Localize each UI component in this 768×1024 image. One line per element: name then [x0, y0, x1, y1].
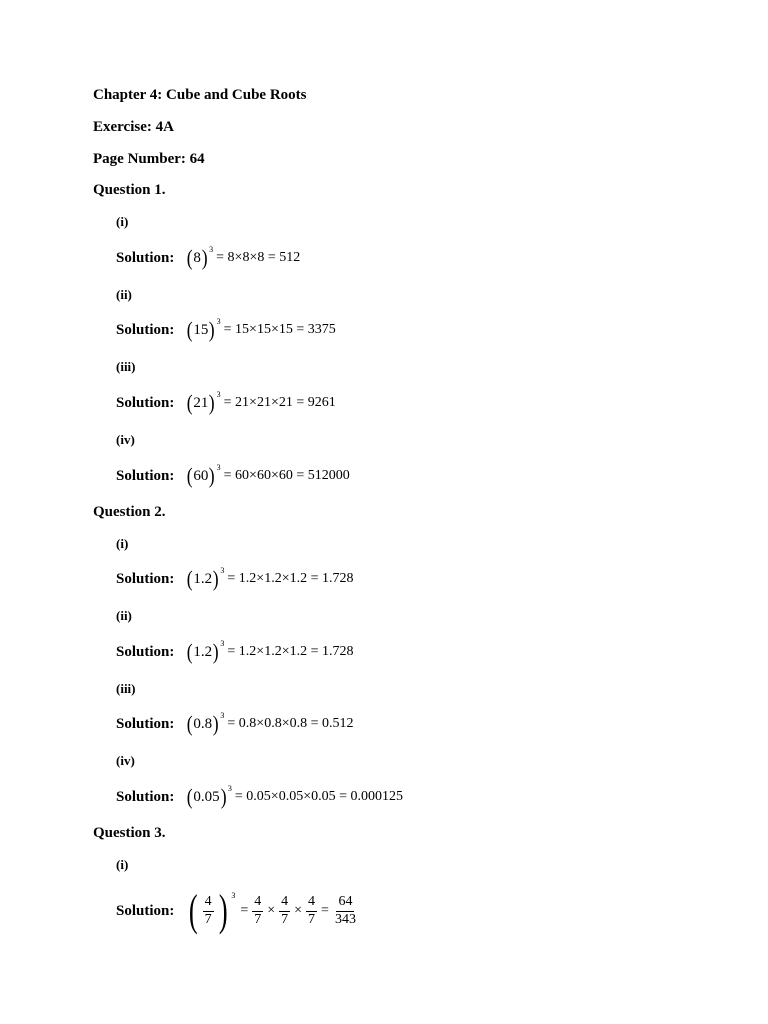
exponent: 3: [231, 890, 236, 900]
solution-label: Solution:: [116, 394, 175, 411]
cube-base: 0.8: [193, 715, 213, 732]
base-fraction: $\frac{4}{7}$: [204, 894, 212, 927]
solution-math: ( 0.05 ) 3 = 0.05×0.05×0.05 = 0.000125: [186, 783, 403, 809]
page-number: Page Number: 64: [93, 151, 205, 167]
exponent: 3: [220, 638, 225, 648]
q1-part-iii-label: (iii): [116, 359, 136, 374]
q2-part-i-solution: [116, 567, 354, 591]
times-sign: ×: [267, 903, 276, 918]
cube-base: 8: [193, 249, 201, 266]
exponent: 3: [216, 389, 221, 399]
q2-part-iv-solution: [116, 785, 403, 809]
q2-part-i-label: (i): [116, 536, 129, 551]
cube-base: 15: [193, 321, 209, 338]
expansion: = 15×15×15 = 3375: [223, 322, 336, 337]
exponent: 3: [227, 783, 232, 793]
solution-math: ( 1.2 ) 3 = 1.2×1.2×1.2 = 1.728: [186, 565, 354, 591]
solution-label: Solution:: [116, 715, 175, 732]
solution-label: Solution:: [116, 902, 175, 919]
expansion: = 8×8×8 = 512: [216, 250, 301, 265]
expansion: = 1.2×1.2×1.2 = 1.728: [227, 571, 354, 586]
equals-sign: =: [240, 903, 249, 918]
exercise-title: Exercise: 4A: [93, 119, 174, 135]
question-2-title: Question 2.: [93, 504, 166, 520]
q2-part-ii-label: (ii): [116, 608, 132, 623]
q1-part-ii-label: (ii): [116, 287, 132, 302]
expansion: = 1.2×1.2×1.2 = 1.728: [227, 644, 354, 659]
solution-math: ( 21 ) 3 = 21×21×21 = 9261: [186, 389, 336, 415]
expansion: = 0.8×0.8×0.8 = 0.512: [227, 716, 354, 731]
q1-part-ii-solution: [116, 318, 336, 342]
cube-base: 0.05: [193, 788, 220, 805]
cube-base: 21: [193, 394, 209, 411]
exponent: 3: [220, 710, 225, 720]
q2-part-ii-solution: [116, 640, 354, 664]
solution-math: ( 1.2 ) 3 = 1.2×1.2×1.2 = 1.728: [186, 638, 354, 664]
expansion: = 0.05×0.05×0.05 = 0.000125: [234, 789, 403, 804]
exponent: 3: [220, 565, 225, 575]
q1-part-i-label: (i): [116, 214, 129, 229]
expansion: = 21×21×21 = 9261: [223, 395, 336, 410]
q2-part-iii-label: (iii): [116, 681, 136, 696]
times-sign: ×: [294, 903, 303, 918]
q3-part-i-label: (i): [116, 857, 129, 872]
factor-fraction-1: $\frac{4}{7}$: [254, 894, 262, 927]
cube-base: 1.2: [193, 570, 213, 587]
cube-base: 1.2: [193, 643, 213, 660]
solution-label: Solution:: [116, 321, 175, 338]
exponent: 3: [216, 462, 221, 472]
q1-part-iv-solution: [116, 464, 350, 488]
solution-math: ( 15 ) 3 = 15×15×15 = 3375: [186, 316, 336, 342]
solution-label: Solution:: [116, 643, 175, 660]
factor-fraction-2: $\frac{4}{7}$: [281, 894, 289, 927]
chapter-title: Chapter 4: Cube and Cube Roots: [93, 87, 307, 103]
q2-part-iv-label: (iv): [116, 753, 135, 768]
factor-fraction-3: $\frac{4}{7}$: [308, 894, 316, 927]
q1-part-i-solution: [116, 246, 300, 270]
solution-label: Solution:: [116, 788, 175, 805]
question-3-title: Question 3.: [93, 825, 166, 841]
solution-math: ( 0.8 ) 3 = 0.8×0.8×0.8 = 0.512: [186, 710, 354, 736]
solution-math: ( 60 ) 3 = 60×60×60 = 512000: [186, 462, 350, 488]
q1-part-iii-solution: [116, 391, 336, 415]
cube-base: 60: [193, 467, 209, 484]
exponent: 3: [216, 316, 221, 326]
q1-part-iv-label: (iv): [116, 432, 135, 447]
solution-math: ( 8 ) 3 = 8×8×8 = 512: [186, 244, 301, 270]
question-1-title: Question 1.: [93, 182, 166, 198]
q2-part-iii-solution: [116, 712, 354, 736]
solution-label: Solution:: [116, 467, 175, 484]
solution-math: ( $\frac{4}{7}$ ) 3 = $\frac{4}{7}$ × $\frac{4}{7}$ × $\frac{4}{7}$ = $\frac{64}{343}$: [188, 886, 356, 935]
solution-label: Solution:: [116, 570, 175, 587]
expansion: = 60×60×60 = 512000: [223, 468, 350, 483]
equals-sign: =: [321, 903, 329, 918]
exponent: 3: [209, 244, 214, 254]
q3-part-i-solution: [116, 888, 360, 934]
solution-label: Solution:: [116, 249, 175, 266]
result-fraction: $\frac{64}{343}$: [334, 894, 356, 927]
